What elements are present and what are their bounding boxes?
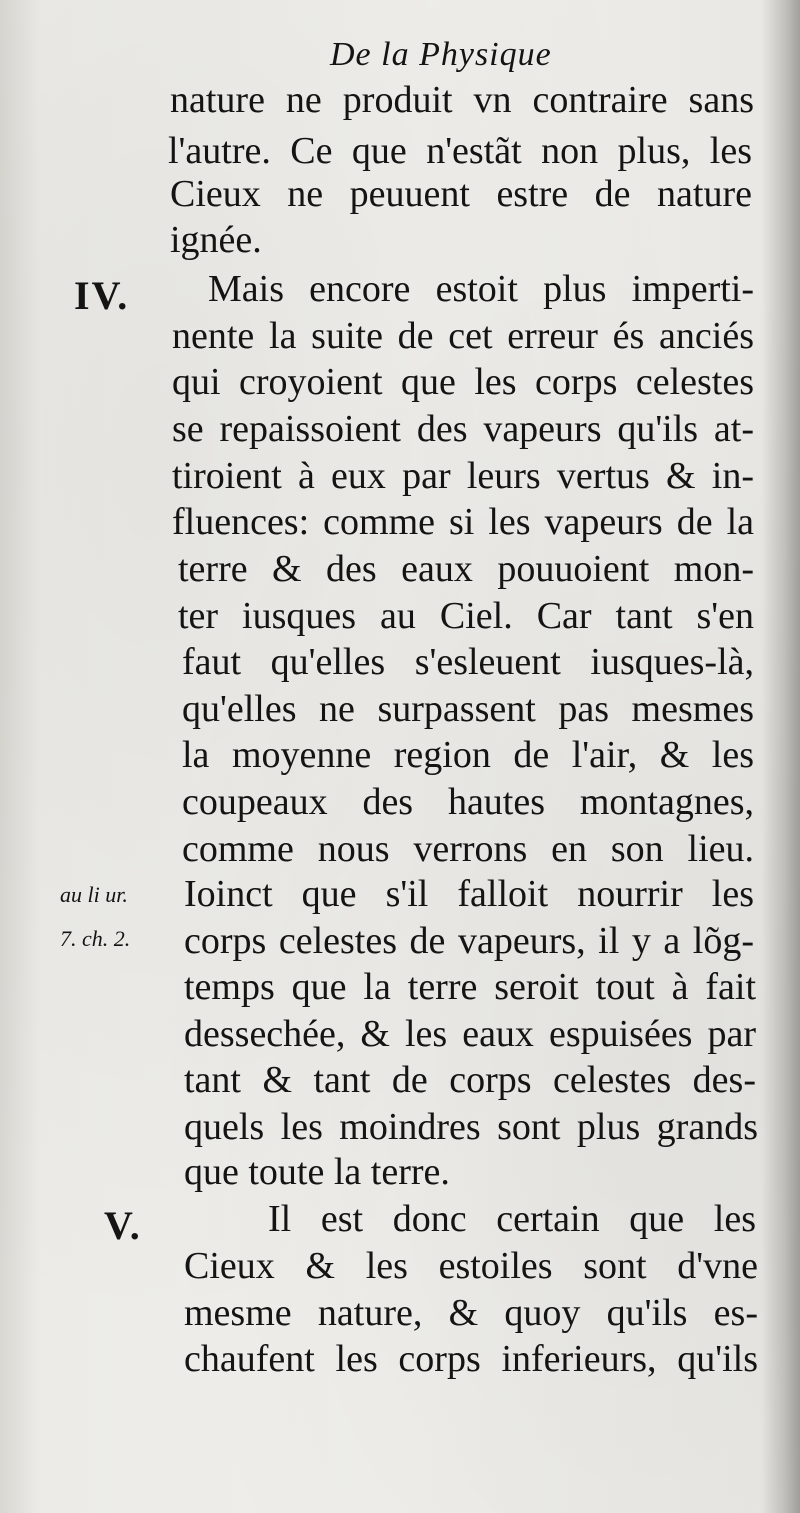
text-line: terre & des eaux pouuoient mon- [178,548,754,590]
section-number-v: V. [104,1203,142,1248]
text-line: ter iusques au Ciel. Car tant s'en [178,595,754,637]
text-line: que toute la terre. [184,1151,450,1193]
text-line: coupeaux des hautes montagnes, [182,781,754,823]
text-line: mesme nature, & quoy qu'ils es- [184,1292,758,1334]
text-line: ignée. [170,219,262,261]
marginal-note-line-2: 7. ch. 2. [60,926,131,951]
text-line: chaufent les corps inferieurs, qu'ils [184,1338,758,1380]
text-line: Mais encore estoit plus imperti- [208,268,754,310]
running-head: De la Physique [330,36,552,73]
text-line: temps que la terre seroit tout à fait [184,966,756,1008]
text-line: quels les moindres sont plus grands [184,1106,758,1148]
text-line: tant & tant de corps celestes des- [184,1059,756,1101]
text-line: se repaissoient des vapeurs qu'ils at- [172,408,754,450]
text-line: Il est donc certain que les [268,1198,756,1240]
text-line: Ioinct que s'il falloit nourrir les [184,873,754,915]
text-line: nature ne produit vn contraire sans [170,79,754,121]
text-line: Cieux ne peuuent estre de nature [170,173,752,215]
text-line: faut qu'elles s'esleuent iusques-là, [182,641,754,683]
text-line: tiroient à eux par leurs vertus & in- [172,455,754,497]
text-line: la moyenne region de l'air, & les [182,734,754,776]
text-line: comme nous verrons en son lieu. [182,828,754,870]
marginal-note-line-1: au li ur. [60,882,128,907]
text-line: qu'elles ne surpassent pas mesmes [182,688,754,730]
text-line: Cieux & les estoiles sont d'vne [184,1245,758,1287]
text-line: fluences: comme si les vapeurs de la [172,501,754,543]
text-line: dessechée, & les eaux espuisées par [184,1013,756,1055]
text-line: l'autre. Ce que n'estãt non plus, les [168,130,752,172]
text-line: nente la suite de cet erreur és anciés [172,315,754,357]
section-number-iv: IV. [74,273,130,318]
text-line: corps celestes de vapeurs, il y a lõg- [184,920,754,962]
text-line: qui croyoient que les corps celestes [172,361,754,403]
